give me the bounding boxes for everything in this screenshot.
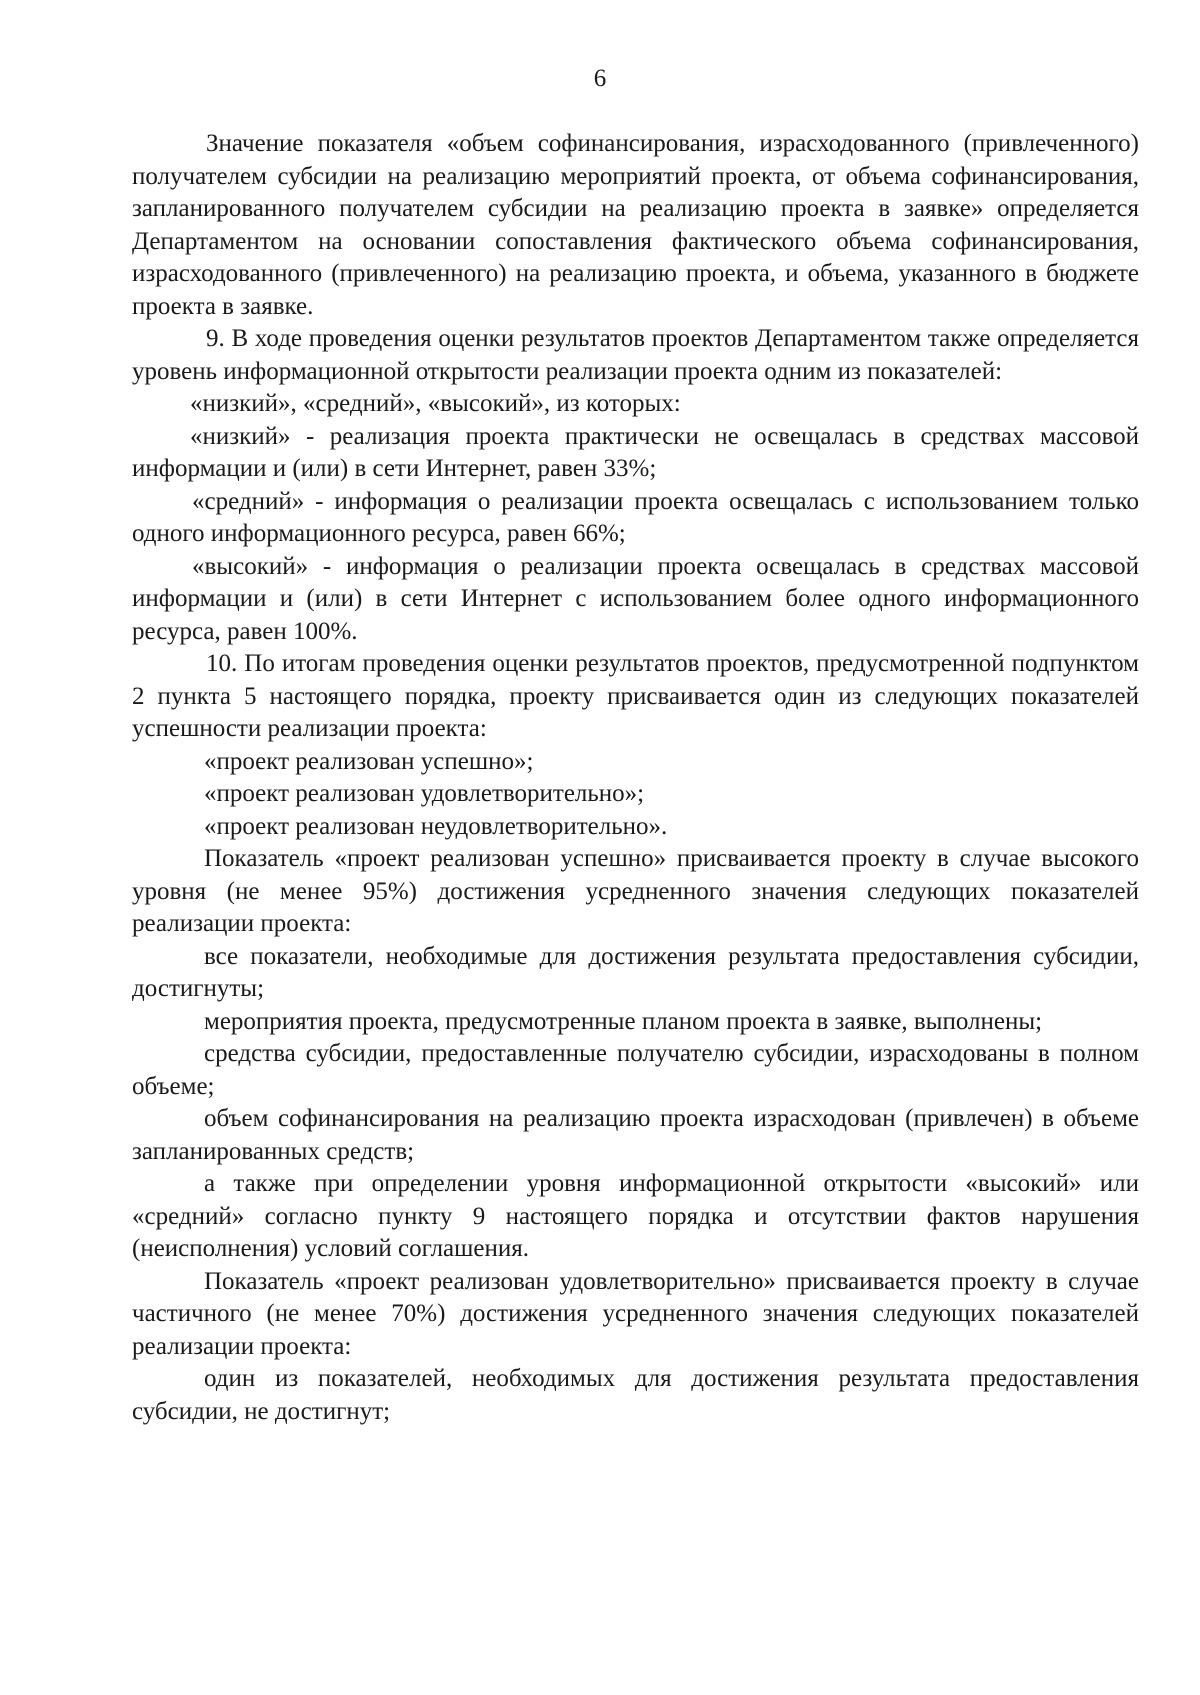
paragraph-cofinancing-spent: объем софинансирования на реализацию проекта израсходован (привлечен) в объеме запланированных средств; [132,1105,1139,1165]
paragraph-level-medium: «средний» - информация о реализации проекта освещалась с использованием только одного информационного ресурса, равен 66%; [132,487,1139,547]
paragraph-success-criteria: Показатель «проект реализован успешно» присваивается проекту в случае высокого уровня (не менее 95%) достижения усредненного значения следующих показателей реализации проекта: [132,845,1139,937]
paragraph-item-10: 10. По итогам проведения оценки результатов проектов, предусмотренной подпунктом 2 пункта 5 настоящего порядка, проекту присваивается один из следующих показателей успешности реализации проекта: [132,650,1139,742]
paragraph-level-low: «низкий» - реализация проекта практически не освещалась в средствах массовой информации и (или) в сети Интернет, равен 33%; [132,422,1139,482]
paragraph-one-indicator-missed: один из показателей, необходимых для достижения результата предоставления субсидии, не достигнут; [132,1365,1139,1425]
paragraph-item-9: 9. В ходе проведения оценки результатов проектов Департаментом также определяется уровень информационной открытости реализации проекта одним из показателей: [132,325,1139,385]
list-item-satisfactory: «проект реализован удовлетворительно»; [204,780,645,807]
paragraph-activities-done: мероприятия проекта, предусмотренные планом проекта в заявке, выполнены; [204,1007,1043,1035]
list-item-success: «проект реализован успешно»; [204,747,534,775]
paragraph-levels-intro: «низкий», «средний», «высокий», из которых: [190,390,681,417]
paragraph-level-high: «высокий» - информация о реализации проекта освещалась в средствах массовой информации и (или) в сети Интернет с использованием более одного информационного ресурса, равен 100%. [132,552,1139,645]
list-item-unsatisfactory: «проект реализован неудовлетворительно». [204,812,668,840]
paragraph-subsidy-spent: средства субсидии, предоставленные получателю субсидии, израсходованы в полном объеме; [132,1040,1139,1100]
paragraph-satisfactory-criteria: Показатель «проект реализован удовлетворительно» присваивается проекту в случае частичного (не менее 70%) достижения усредненного значения следующих показателей реализации проекта: [132,1267,1139,1360]
paragraph-openness-level: а также при определении уровня информационной открытости «высокий» или «средний» согласно пункту 9 настоящего порядка и отсутствии фактов нарушения (неисполнения) условий соглашения. [132,1170,1139,1262]
paragraph-results-achieved: все показатели, необходимые для достижения результата предоставления субсидии, достигнуты; [132,942,1139,1002]
document-body [132,128,1139,1428]
paragraph-cofinancing-value: Значение показателя «объем софинансирования, израсходованного (привлеченного) получателем субсидии на реализацию мероприятий проекта, от объема софинансирования, запланированного получателем субсидии на реализацию проекта в заявке» определяется Департаментом на основании сопоставления фактического объема софинансирования, израсходованного (привлеченного) на реализацию проекта, и объема, указанного в бюджете проекта в заявке. [132,130,1139,320]
page-number: 6 [593,65,607,92]
